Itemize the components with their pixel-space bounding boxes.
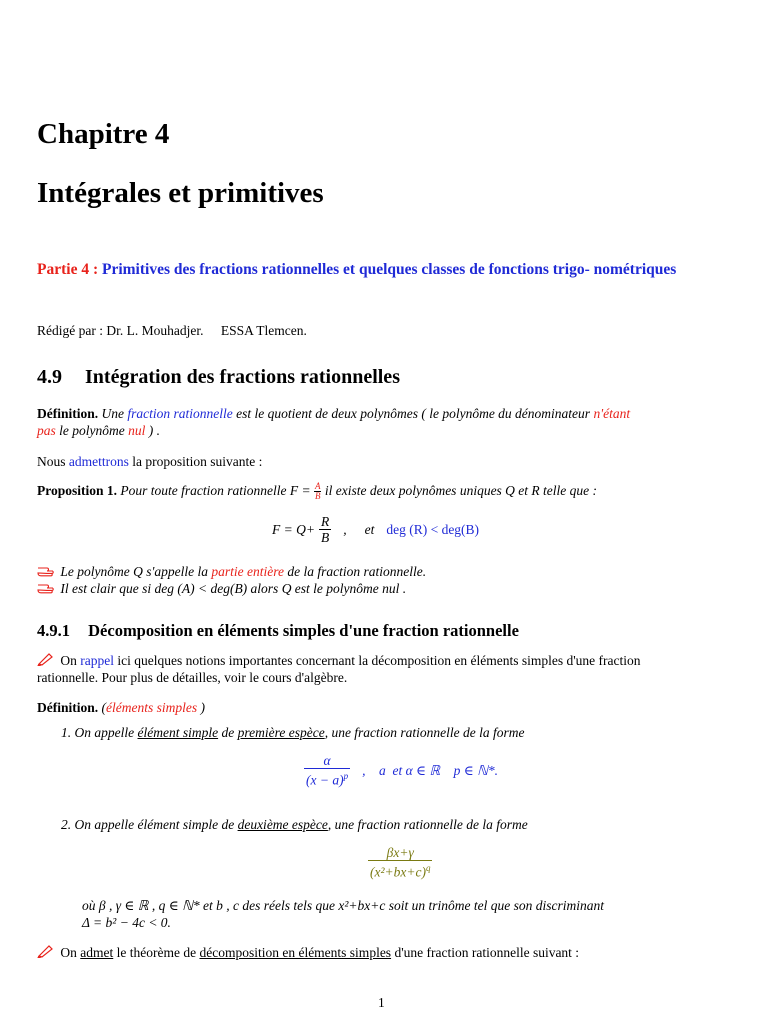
item2-t2: , une fraction rationnelle de la forme [327, 817, 528, 832]
item-second-species [61, 816, 528, 833]
admet-word: admet [80, 945, 114, 960]
item1-t2: de [221, 725, 235, 740]
item2-fraction [368, 845, 432, 880]
proposition-text-2: il existe deux polynômes uniques Q et R telle que : [324, 483, 598, 498]
section-title: Intégration des fractions rationnelles [85, 366, 400, 388]
item2-numerator: βx+γ [386, 845, 414, 860]
item1-den-exp: p [343, 771, 349, 781]
subsection-title: Décomposition en éléments simples d'une fraction rationnelle [88, 621, 519, 640]
equation-deg-condition: deg (R) < deg(B) [386, 522, 480, 537]
author-line [37, 323, 307, 339]
admet-t2: le théorème de [116, 945, 197, 960]
admet-t1: On [60, 945, 77, 960]
pen-hand-icon [37, 944, 55, 958]
item2-den-base: (x²+bx+c) [370, 864, 426, 880]
fraction-a: A [314, 481, 321, 492]
admet-decomposition: décomposition en éléments simples [199, 945, 392, 960]
subsection-number: 4.9.1 [37, 621, 70, 640]
item1-t3: , une fraction rationnelle de la forme [324, 725, 525, 740]
item1-numerator: α [323, 753, 331, 768]
equation-r: R [320, 514, 330, 529]
item2-number: 2. [61, 817, 72, 832]
admettrons-word: admettrons [68, 454, 129, 469]
definition2-label: Définition. [37, 700, 99, 715]
note1-text-1: Le polynôme Q s'appelle la [60, 564, 208, 579]
proposition-label: Proposition 1. [37, 483, 118, 498]
definition-text-2: est le quotient de deux polynômes ( le polynôme du dénominateur [236, 406, 591, 421]
note2-text: Il est clair que si deg (A) < deg(B) alors Q est le polynôme nul . [60, 581, 407, 596]
note1-text-2: de la fraction rationnelle. [287, 564, 427, 579]
author-institution: ESSA Tlemcen. [220, 323, 307, 338]
item2-formula [368, 845, 432, 880]
definition2-open: ( [101, 700, 107, 715]
item-first-species [61, 724, 525, 741]
item1-denominator [304, 768, 350, 788]
equation-b: B [320, 530, 330, 545]
note1-term: partie entière [211, 564, 284, 579]
pen-hand-icon [37, 652, 55, 666]
admet-theorem [37, 944, 579, 961]
admettrons-line [37, 453, 262, 470]
definition-elements-simples [37, 699, 205, 716]
item1-number: 1. [61, 725, 72, 740]
section-heading [37, 366, 400, 389]
definition-pas: pas [37, 423, 56, 438]
item1-den-base: (x − a) [306, 772, 344, 788]
definition-label: Définition. [37, 406, 99, 421]
rappel-t1: On [60, 653, 77, 668]
item1-premiere-espece: première espèce [237, 725, 325, 740]
definition-netant: n'étant [593, 406, 631, 421]
subsection-heading [37, 621, 519, 641]
equation-comma: , [343, 522, 347, 537]
item1-t1: On appelle [74, 725, 135, 740]
rappel-t2: ici quelques notions importantes concernant la décomposition en éléments simples d'une fraction [117, 653, 641, 668]
item1-condition: , a et α ∈ ℝ p ∈ ℕ*. [362, 762, 499, 778]
partie-heading [37, 261, 732, 278]
definition2-term: éléments simples [106, 700, 198, 715]
author-name: Rédigé par : Dr. L. Mouhadjer. [37, 323, 204, 338]
pointing-hand-icon [37, 565, 55, 577]
equation-fraction-rb [319, 514, 331, 545]
definition-nul: nul [128, 423, 146, 438]
definition-term: fraction rationnelle [127, 406, 233, 421]
fraction-b: B [314, 491, 321, 502]
item1-fraction [304, 753, 350, 788]
item2-cond1: où β , γ ∈ ℝ , q ∈ ℕ* et b , c des réels tels que x²+bx+c soit un trinôme tel que son discriminant [82, 898, 604, 913]
definition-text-1: Une [101, 406, 125, 421]
partie-label: Partie 4 : [37, 261, 99, 278]
definition2-close: ) [200, 700, 205, 715]
item2-cond2: Δ = b² − 4c < 0. [82, 915, 171, 930]
proposition-equation [272, 514, 479, 545]
item1-formula [304, 753, 498, 788]
rappel-line2: rationnelle. Pour plus de détailles, voir le cours d'algèbre. [37, 670, 348, 685]
item2-conditions [82, 897, 732, 931]
definition-text-4: ) . [148, 423, 161, 438]
definition-text-3: le polynôme [59, 423, 125, 438]
page-number: 1 [378, 995, 385, 1010]
note-polynome-nul [37, 580, 406, 597]
item2-t1: On appelle élément simple de [74, 817, 235, 832]
section-number: 4.9 [37, 366, 62, 388]
note-partie-entiere [37, 563, 426, 580]
definition-fraction [37, 405, 732, 439]
proposition-fraction-ab [314, 482, 322, 501]
item2-denominator [368, 860, 432, 880]
equation-lhs: F = Q+ [272, 522, 315, 537]
admettrons-t1: Nous [37, 454, 66, 469]
rappel-paragraph [37, 652, 732, 686]
chapter-title: Intégrales et primitives [37, 177, 324, 209]
admet-t3: d'une fraction rationnelle suivant : [394, 945, 580, 960]
proposition [37, 482, 732, 501]
item2-deuxieme-espece: deuxième espèce [237, 817, 328, 832]
proposition-text-1: Pour toute fraction rationnelle F = [120, 483, 311, 498]
admettrons-t2: la proposition suivante : [132, 454, 263, 469]
equation-et: et [364, 522, 375, 537]
chapter-number: Chapitre 4 [37, 118, 170, 150]
item1-element-simple: élément simple [137, 725, 219, 740]
partie-text: Primitives des fractions rationnelles et quelques classes de fonctions trigo- nométriques [101, 261, 677, 278]
item2-den-exp: q [425, 863, 431, 873]
rappel-word: rappel [80, 653, 114, 668]
pointing-hand-icon [37, 582, 55, 594]
